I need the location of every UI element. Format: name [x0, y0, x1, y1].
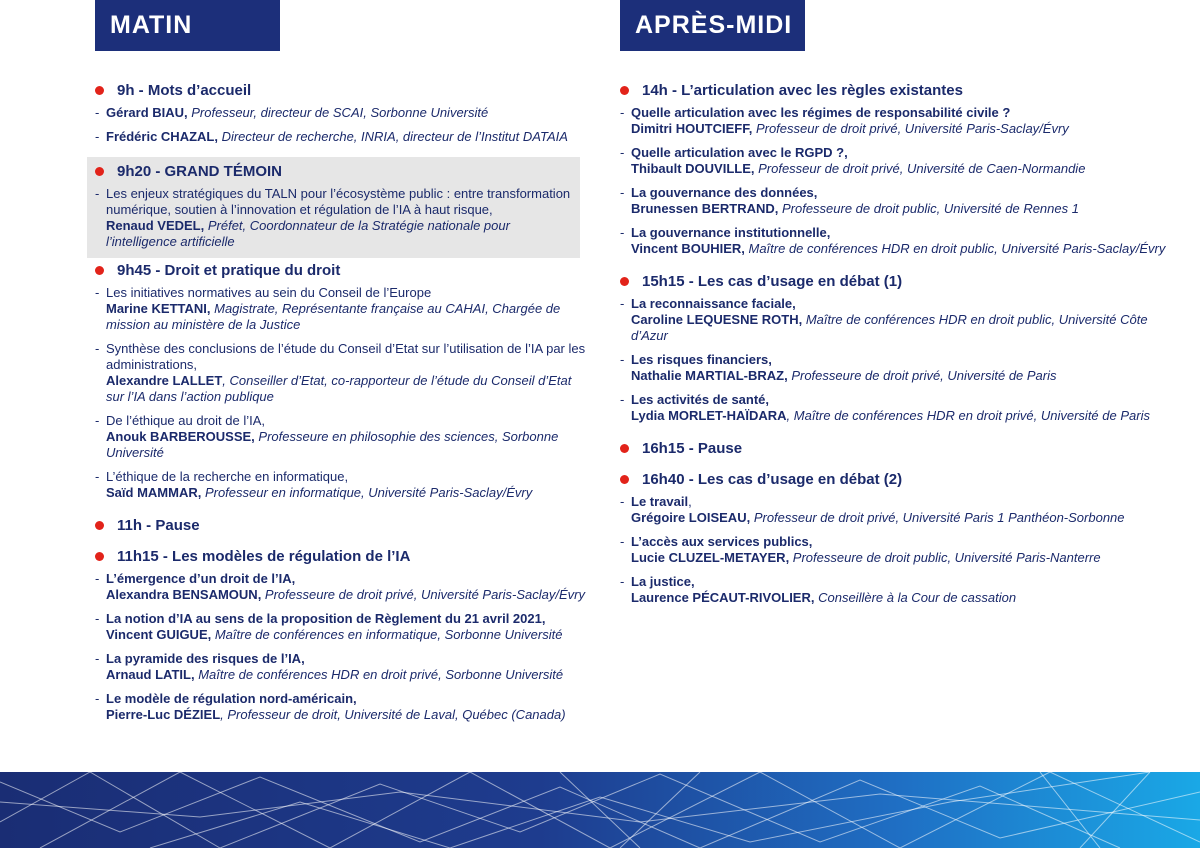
session-time: 14h - L’articulation avec les règles existantes	[642, 82, 963, 99]
morning-column	[95, 0, 590, 735]
speaker-name: Caroline LEQUESNE ROTH,	[631, 312, 803, 327]
session-time: 16h40 - Les cas d’usage en débat (2)	[642, 471, 903, 488]
talk-item: - Gérard BIAU, Professeur, directeur de SCAI, Sorbonne Université	[95, 105, 489, 120]
bullet-dot-icon	[620, 475, 629, 484]
speaker-name: Vincent BOUHIER,	[631, 241, 745, 256]
talk-topic: Le modèle de régulation nord-américain,	[106, 691, 357, 706]
speaker-affiliation: Maître de conférences en informatique, Sorbonne Université	[211, 627, 563, 642]
speaker-affiliation: Maître de conférences HDR en droit privé, Sorbonne Université	[194, 667, 564, 682]
session-highlight	[87, 157, 580, 258]
talk-item: - Les initiatives normatives au sein du Conseil de l’Europe Marine KETTANI, Magistrate, Représentante française au CAHAI, Chargée de mission au ministère de la Justice	[95, 285, 561, 332]
session-time: 11h - Pause	[117, 517, 200, 534]
bullet-dot-icon	[95, 167, 104, 176]
session	[95, 513, 590, 544]
speaker-name: Lydia MORLET-HAÏDARA	[631, 408, 787, 423]
speaker-affiliation: Professeure de droit public, Université de Rennes 1	[778, 201, 1079, 216]
morning-title: MATIN	[110, 11, 193, 39]
bullet-dot-icon	[620, 277, 629, 286]
talk-item: - La gouvernance institutionnelle, Vincent BOUHIER, Maître de conférences HDR en droit public, Université Paris-Saclay/Évry	[620, 225, 1166, 256]
talk-topic: De l’éthique au droit de l’IA,	[106, 413, 265, 428]
speaker-name: Renaud VEDEL,	[106, 218, 205, 233]
talk-topic: La reconnaissance faciale,	[631, 296, 796, 311]
network-lines-decoration	[0, 772, 1200, 848]
talk-item: - Synthèse des conclusions de l’étude du Conseil d’Etat sur l’utilisation de l’IA par les administrations, Alexandre LALLET, Conseiller d’Etat, co-rapporteur de l’étude du Conseil d’Etat sur l’IA dans l’action publique	[95, 341, 586, 404]
afternoon-column	[620, 0, 1180, 618]
speaker-name: Alexandre LALLET	[106, 373, 223, 388]
bullet-dot-icon	[95, 552, 104, 561]
talk-topic: La gouvernance institutionnelle,	[631, 225, 831, 240]
speaker-name: Alexandra BENSAMOUN,	[106, 587, 262, 602]
talk-item: - L’accès aux services publics, Lucie CLUZEL-METAYER, Professeure de droit public, Université Paris-Nanterre	[620, 534, 1101, 565]
session	[95, 78, 590, 157]
talk-topic: La gouvernance des données,	[631, 185, 818, 200]
speaker-name: Vincent GUIGUE,	[106, 627, 212, 642]
bullet-dot-icon	[95, 86, 104, 95]
talk-topic: Quelle articulation avec les régimes de responsabilité civile ?	[631, 105, 1011, 120]
session	[620, 269, 1180, 436]
talk-item: - De l’éthique au droit de l’IA, Anouk BARBEROUSSE, Professeure en philosophie des sciences, Sorbonne Université	[95, 413, 559, 460]
speaker-affiliation: Magistrate, Représentante française au CAHAI, Chargée de mission au ministère de la Justice	[106, 301, 561, 332]
bullet-dot-icon	[620, 86, 629, 95]
speaker-name: Pierre-Luc DÉZIEL	[106, 707, 221, 722]
speaker-affiliation: , Professeur de droit, Université de Laval, Québec (Canada)	[220, 707, 566, 722]
talk-item: - La gouvernance des données, Brunessen BERTRAND, Professeure de droit public, Université de Rennes 1	[620, 185, 1079, 216]
session	[95, 544, 590, 735]
session	[95, 258, 590, 513]
talk-item: - La notion d’IA au sens de la proposition de Règlement du 21 avril 2021, Vincent GUIGUE, Maître de conférences en informatique, Sorbonne Université	[95, 611, 563, 642]
speaker-affiliation: Préfet, Coordonnateur de la Stratégie nationale pour l’intelligence artificielle	[106, 218, 510, 249]
speaker-affiliation: , Conseiller d’Etat, co-rapporteur de l’étude du Conseil d’Etat sur l’IA dans l’action publique	[106, 373, 572, 404]
talk-item: - Les enjeux stratégiques du TALN pour l’écosystème public : entre transformation numérique, soutien à l’innovation et régulation de l’IA à haut risque, Renaud VEDEL, Préfet, Coordonnateur de la Stratégie nationale pour l’intelligence artificielle	[95, 186, 571, 249]
session	[620, 436, 1180, 467]
talk-item: - La reconnaissance faciale, Caroline LEQUESNE ROTH, Maître de conférences HDR en droit public, Université Côte d’Azur	[620, 296, 1148, 343]
speaker-affiliation: Professeur en informatique, Université Paris-Saclay/Évry	[201, 485, 533, 500]
talk-topic: La justice,	[631, 574, 695, 589]
session	[620, 467, 1180, 618]
talk-topic: L’accès aux services publics,	[631, 534, 813, 549]
talk-topic: La notion d’IA au sens de la proposition de Règlement du 21 avril 2021,	[106, 611, 546, 626]
speaker-name: Saïd MAMMAR,	[106, 485, 202, 500]
afternoon-header	[620, 0, 805, 51]
speaker-name: Brunessen BERTRAND,	[631, 201, 779, 216]
speaker-affiliation: Professeure de droit privé, Université de Paris	[787, 368, 1057, 383]
speaker-affiliation: Conseillère à la Cour de cassation	[814, 590, 1017, 605]
talk-topic: Quelle articulation avec le RGPD ?,	[631, 145, 848, 160]
session	[620, 78, 1180, 269]
speaker-name: Grégoire LOISEAU,	[631, 510, 751, 525]
morning-header	[95, 0, 280, 51]
speaker-affiliation: Directeur de recherche, INRIA, directeur de l’Institut DATAIA	[217, 129, 568, 144]
talk-topic: Les activités de santé,	[631, 392, 770, 407]
footer-decorative-band	[0, 772, 1200, 848]
talk-topic: La pyramide des risques de l’IA,	[106, 651, 305, 666]
speaker-name: Marine KETTANI,	[106, 301, 211, 316]
talk-topic: Les risques financiers,	[631, 352, 772, 367]
speaker-affiliation: Professeur, directeur de SCAI, Sorbonne Université	[187, 105, 489, 120]
talk-topic: Les enjeux stratégiques du TALN pour l’écosystème public : entre transformation numérique, soutien à l’innovation et régulation de l’IA à haut risque,	[106, 186, 571, 217]
bullet-dot-icon	[95, 266, 104, 275]
speaker-affiliation: Professeur de droit privé, Université Paris-Saclay/Évry	[752, 121, 1069, 136]
speaker-name: Frédéric CHAZAL,	[106, 129, 218, 144]
talk-item: - Les activités de santé, Lydia MORLET-HAÏDARA, Maître de conférences HDR en droit privé, Université de Paris	[620, 392, 1150, 423]
speaker-affiliation: Professeure en philosophie des sciences, Sorbonne Université	[106, 429, 559, 460]
talk-item: - L’éthique de la recherche en informatique, Saïd MAMMAR, Professeur en informatique, Université Paris-Saclay/Évry	[95, 469, 533, 500]
bullet-dot-icon	[95, 521, 104, 530]
afternoon-title: APRÈS-MIDI	[635, 11, 793, 39]
talk-item: - La justice, Laurence PÉCAUT-RIVOLIER, Conseillère à la Cour de cassation	[620, 574, 1017, 605]
speaker-affiliation: Maître de conférences HDR en droit public, Université Côte d’Azur	[631, 312, 1148, 343]
talk-item: - L’émergence d’un droit de l’IA, Alexandra BENSAMOUN, Professeure de droit privé, Université Paris-Saclay/Évry	[95, 571, 585, 602]
session-time: 9h - Mots d’accueil	[117, 82, 252, 99]
speaker-affiliation: Professeure de droit public, Université Paris-Nanterre	[789, 550, 1101, 565]
speaker-name: Nathalie MARTIAL-BRAZ,	[631, 368, 788, 383]
speaker-name: Thibault DOUVILLE,	[631, 161, 755, 176]
speaker-affiliation: Professeur de droit privé, Université de Caen-Normandie	[754, 161, 1086, 176]
talk-topic-tail: ,	[688, 494, 692, 509]
bullet-dot-icon	[620, 444, 629, 453]
speaker-affiliation: , Maître de conférences HDR en droit privé, Université de Paris	[786, 408, 1150, 423]
talk-item: - Frédéric CHAZAL, Directeur de recherche, INRIA, directeur de l’Institut DATAIA	[95, 129, 568, 144]
talk-topic: L’émergence d’un droit de l’IA,	[106, 571, 296, 586]
talk-topic: Les initiatives normatives au sein du Conseil de l’Europe	[106, 285, 432, 300]
talk-item: - Le travail, Grégoire LOISEAU, Professeur de droit privé, Université Paris 1 Panthéon-Sorbonne	[620, 494, 1125, 525]
session-time: 11h15 - Les modèles de régulation de l’IA	[117, 548, 411, 565]
talk-topic: L’éthique de la recherche en informatique,	[106, 469, 349, 484]
speaker-affiliation: Maître de conférences HDR en droit public, Université Paris-Saclay/Évry	[744, 241, 1166, 256]
session-time: 9h20 - GRAND TÉMOIN	[117, 163, 283, 180]
talk-item: - Quelle articulation avec le RGPD ?, Thibault DOUVILLE, Professeur de droit privé, Université de Caen-Normandie	[620, 145, 1086, 176]
talk-item: - La pyramide des risques de l’IA, Arnaud LATIL, Maître de conférences HDR en droit privé, Sorbonne Université	[95, 651, 564, 682]
talk-item: - Le modèle de régulation nord-américain, Pierre-Luc DÉZIEL, Professeur de droit, Université de Laval, Québec (Canada)	[95, 691, 566, 722]
session-time: 15h15 - Les cas d’usage en débat (1)	[642, 273, 903, 290]
speaker-name: Anouk BARBEROUSSE,	[106, 429, 255, 444]
session-time: 9h45 - Droit et pratique du droit	[117, 262, 341, 279]
speaker-affiliation: Professeur de droit privé, Université Paris 1 Panthéon-Sorbonne	[750, 510, 1125, 525]
speaker-name: Lucie CLUZEL-METAYER,	[631, 550, 790, 565]
speaker-name: Dimitri HOUTCIEFF,	[631, 121, 753, 136]
speaker-affiliation: Professeure de droit privé, Université Paris-Saclay/Évry	[261, 587, 585, 602]
speaker-name: Gérard BIAU,	[106, 105, 188, 120]
talk-item: - Quelle articulation avec les régimes de responsabilité civile ? Dimitri HOUTCIEFF, Professeur de droit privé, Université Paris-Saclay/Évry	[620, 105, 1069, 136]
session-time: 16h15 - Pause	[642, 440, 743, 457]
speaker-name: Arnaud LATIL,	[106, 667, 195, 682]
talk-item: - Les risques financiers, Nathalie MARTIAL-BRAZ, Professeure de droit privé, Université de Paris	[620, 352, 1057, 383]
speaker-name: Laurence PÉCAUT-RIVOLIER,	[631, 590, 815, 605]
talk-topic: Synthèse des conclusions de l’étude du Conseil d’Etat sur l’utilisation de l’IA par les administrations,	[106, 341, 586, 372]
talk-topic: Le travail	[631, 494, 689, 509]
